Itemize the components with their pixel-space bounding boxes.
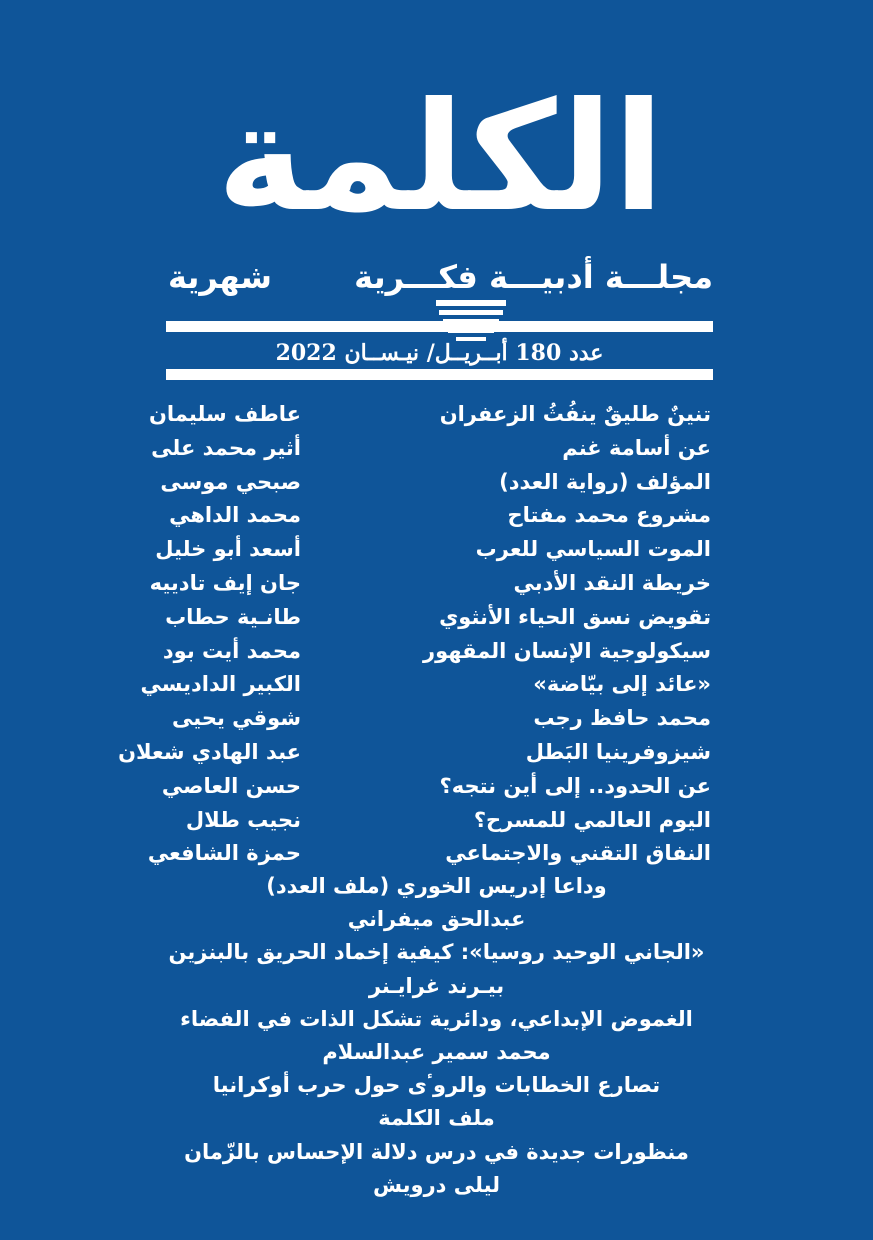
toc-title: عن الحدود.. إلى أين نتجه؟ [439,773,711,798]
feature-title: منظورات جديدة في درس دلالة الإحساس بالزّمان [184,1139,689,1164]
feature-author: بيـرند غرايـنر [368,973,505,998]
table-of-contents [0,398,873,871]
toc-author: أثير محمد على [151,435,301,460]
toc-author: الكبير الداديسي [140,672,301,697]
toc-title: «عائد إلى بيّاضة» [533,672,711,697]
toc-row [0,499,873,533]
toc-author: حسن العاصي [161,773,301,798]
toc-author: عبد الهادي شعلان [118,739,301,764]
toc-row [0,398,873,432]
toc-author: نجيب طلال [185,807,301,832]
toc-row [0,567,873,601]
toc-title: شيزوفرينيا البَطل [525,739,711,764]
masthead-subtitle [168,255,713,299]
feature-author: ملف الكلمة [378,1106,495,1131]
toc-author: محمد أيت بود [162,638,301,663]
toc-row [0,432,873,466]
top-divider [166,321,713,332]
toc-title: اليوم العالمي للمسرح؟ [473,807,711,832]
toc-title: تقويض نسق الحياء الأنثوي [439,604,711,629]
toc-title: سيكولوجية الإنسان المقهور [422,638,711,663]
feature-title: وداعا إدريس الخوري (ملف العدد) [266,874,607,898]
toc-title: تنينٌ طليقٌ ينفُثُ الزعفران [439,402,711,426]
toc-row [0,736,873,770]
toc-author: محمد الداهي [169,503,301,528]
toc-row [0,668,873,702]
toc-title: الموت السياسي للعرب [475,537,711,562]
toc-title: محمد حافظ رجب [533,706,711,731]
toc-author: أسعد أبو خليل [155,537,301,562]
toc-title: المؤلف (رواية العدد) [499,469,711,494]
toc-row [0,804,873,838]
feature-author: محمد سمير عبدالسلام [322,1039,551,1064]
toc-row [0,533,873,567]
feature-list [0,870,873,1202]
feature-author: ليلى درويش [372,1172,501,1197]
feature-author: عبدالحق ميفراني [347,907,526,932]
toc-author: حمزة الشافعي [147,841,301,866]
feature-title: «الجاني الوحيد روسيا»: كيفية إخماد الحريق بالبنزين [168,940,705,965]
toc-row [0,466,873,500]
toc-title: خريطة النقد الأدبي [513,570,711,595]
toc-title: النفاق التقني والاجتماعي [445,841,711,866]
toc-row [0,702,873,736]
toc-author: عاطف سليمان [148,402,301,426]
toc-row [0,601,873,635]
subtitle-frequency: شهرية [168,258,272,296]
toc-author: طانـية حطاب [165,604,301,629]
toc-title: مشروع محمد مفتاح [507,503,711,528]
toc-author: صبحي موسى [160,469,301,494]
toc-row [0,635,873,669]
bottom-divider [166,369,713,380]
toc-author: جان إيف تادييه [149,570,301,595]
toc-title: عن أسامة غنم [562,435,711,460]
toc-row [0,770,873,804]
subtitle-main: مجلـــة أدبيـــة فكـــرية [354,258,713,296]
logo-wordmark: الكلمة [216,71,665,245]
toc-author: شوقي يحيى [172,706,301,731]
feature-title: تصارع الخطابات والروٴى حول حرب أوكرانيا [212,1073,661,1098]
issue-line: عدد 180 أبــريــل/ نيـســان 2022 [275,340,604,366]
feature-title: الغموض الإبداعي، ودائرية تشكل الذات في الفضاء [180,1006,693,1031]
toc-row [0,837,873,871]
